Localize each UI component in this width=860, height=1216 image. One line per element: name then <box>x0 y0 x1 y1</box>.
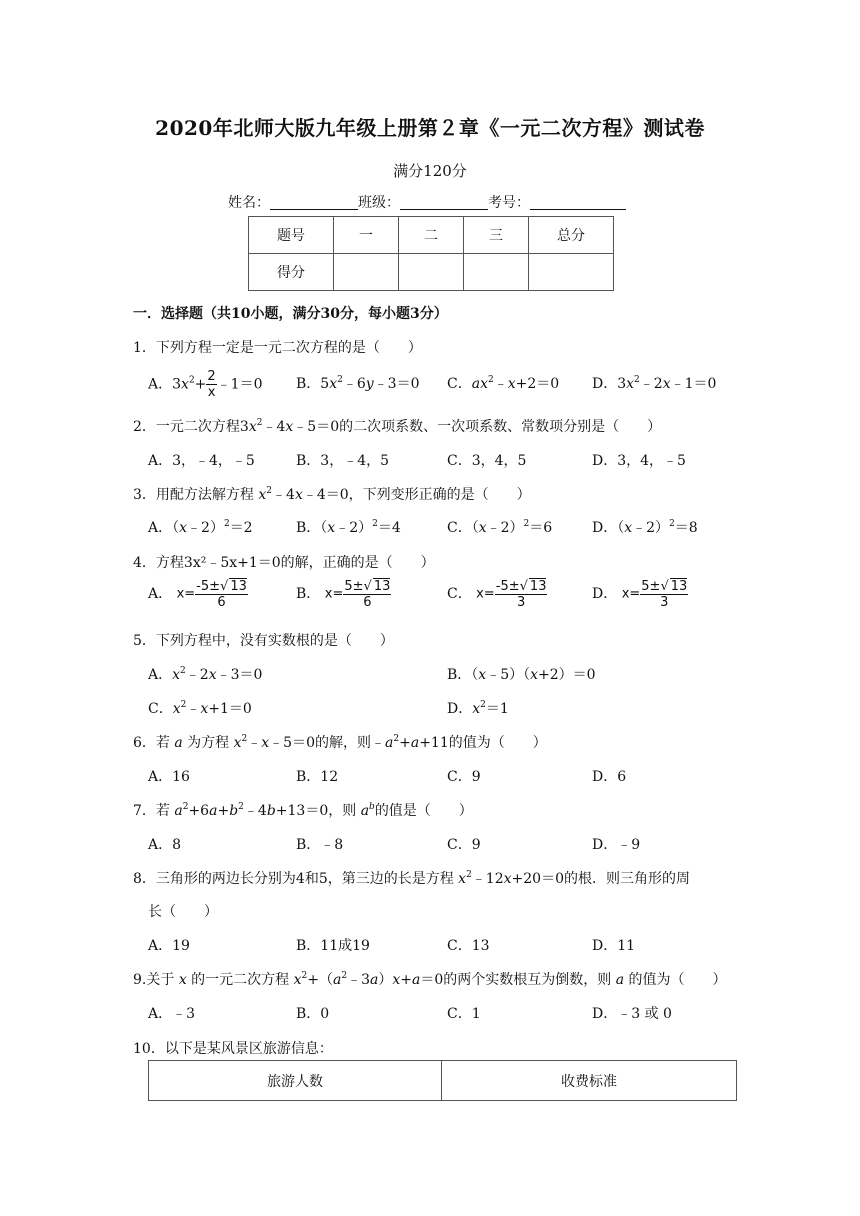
q2-option-c[interactable]: C．3，4，5 <box>447 453 527 469</box>
q5-option-a[interactable]: A．$x^2﹣2x﹣3=0$ <box>148 666 263 683</box>
tour-info-table <box>148 1060 737 1101</box>
q4-option-d[interactable]: D． x= $\frac{5\pm√ 13}{3}$ <box>592 579 688 610</box>
student-info-line <box>228 192 626 212</box>
question-10-stem: 10．以下是某风景区旅游信息： <box>133 1041 333 1057</box>
q5-option-b[interactable]: B．（x﹣5）（x+2）＝0 <box>447 667 596 683</box>
q5-option-d[interactable]: D．$x^2=1$ <box>447 700 509 717</box>
q6-option-c[interactable]: C．9 <box>447 769 481 785</box>
question-6-stem: 6．若 a 为方程 $x^2﹣x﹣5=0$的解，则$﹣a^2+a+11$的值为（ ） <box>133 734 547 751</box>
score-table-score-row <box>249 254 614 291</box>
question-3-stem: 3．用配方法解方程 $x^2﹣4x﹣4=0$，下列变形正确的是（ ） <box>133 486 531 503</box>
score-input-cell[interactable] <box>399 254 464 291</box>
tour-col-visitors: 旅游人数 <box>149 1061 442 1101</box>
q6-option-a[interactable]: A．16 <box>148 769 190 785</box>
question-2-stem: 2．一元二次方程$3x^2﹣4x﹣5=0$的二次项系数、一次项系数、常数项分别是（ ） <box>133 418 662 435</box>
exam-no-blank[interactable] <box>530 195 626 210</box>
question-7-stem: 7．若 $a^2+6a+b^2﹣4b+13=0$，则 $a^b$的值是（ ） <box>133 802 473 819</box>
q4-option-b[interactable]: B． x= $\frac{5\pm√ 13}{6}$ <box>296 579 391 610</box>
question-8-stem-line1: 8．三角形的两边长分别为4和5，第三边的长是方程 $x^2﹣12x+20=0$的根．则三角形的周 <box>133 870 690 887</box>
q1-option-b[interactable]: B．$5x^2﹣6y﹣3=0$ <box>296 375 420 392</box>
score-table <box>248 216 614 291</box>
q2-option-d[interactable]: D．3，4，﹣5 <box>592 453 686 469</box>
score-cell: 二 <box>399 217 464 254</box>
q7-option-b[interactable]: B．﹣8 <box>296 837 344 853</box>
q7-option-d[interactable]: D．﹣9 <box>592 837 641 853</box>
class-label: 班级： <box>358 195 400 211</box>
class-blank[interactable] <box>400 195 488 210</box>
section-heading: 一．选择题（共10小题，满分30分，每小题3分） <box>133 306 448 322</box>
q5-option-c[interactable]: C．$x^2﹣x+1=0$ <box>148 700 252 717</box>
score-input-cell[interactable] <box>464 254 529 291</box>
q1-option-a[interactable]: A．$3x^2+$ $\frac{2}{x}$ ﹣1＝0 <box>148 369 263 400</box>
q9-option-c[interactable]: C．1 <box>447 1006 481 1022</box>
page-title: 2020年北师大版九年级上册第２章《一元二次方程》测试卷 <box>155 116 705 140</box>
q1-option-c[interactable]: C．$ax^2﹣x+2=0$ <box>447 375 560 392</box>
question-8-stem-line2: 长（ ） <box>148 904 218 920</box>
q3-option-b[interactable]: B．（x﹣2）$^2$＝4 <box>296 519 401 536</box>
q9-option-b[interactable]: B．0 <box>296 1006 330 1022</box>
question-1-stem: 1．下列方程一定是一元二次方程的是（ ） <box>133 340 422 356</box>
q7-option-a[interactable]: A．8 <box>148 837 182 853</box>
q9-option-a[interactable]: A．﹣3 <box>148 1006 196 1022</box>
q3-option-a[interactable]: A．（x﹣2）$^2$＝2 <box>148 519 253 536</box>
q9-option-d[interactable]: D．﹣3 或 0 <box>592 1006 672 1022</box>
q8-option-c[interactable]: C．13 <box>447 938 490 954</box>
score-input-cell[interactable] <box>334 254 399 291</box>
score-cell: 题号 <box>249 217 334 254</box>
question-9-stem: 9.关于 x 的一元二次方程 $x^2+(a^2﹣3a)x+a=0$的两个实数根互为倒数，则 a 的值为（ ） <box>133 971 727 988</box>
name-label: 姓名： <box>228 195 270 211</box>
q7-option-c[interactable]: C．9 <box>447 837 481 853</box>
q1-option-d[interactable]: D．$3x^2﹣2x﹣1=0$ <box>592 375 717 392</box>
q8-option-a[interactable]: A．19 <box>148 938 190 954</box>
name-blank[interactable] <box>270 195 358 210</box>
question-5-stem: 5．下列方程中，没有实数根的是（ ） <box>133 633 394 649</box>
full-score: 满分120分 <box>393 162 467 180</box>
score-input-cell[interactable] <box>529 254 614 291</box>
q3-option-d[interactable]: D．（x﹣2）$^2$＝8 <box>592 519 698 536</box>
q6-option-d[interactable]: D．6 <box>592 769 627 785</box>
score-cell: 一 <box>334 217 399 254</box>
q4-option-c[interactable]: C． x= $\frac{-5\pm√ 13}{3}$ <box>447 579 547 610</box>
q6-option-b[interactable]: B．12 <box>296 769 339 785</box>
q8-option-d[interactable]: D．11 <box>592 938 636 954</box>
score-table-header-row <box>249 217 614 254</box>
tour-col-fee: 收费标准 <box>442 1061 737 1101</box>
score-cell: 总分 <box>529 217 614 254</box>
q2-option-a[interactable]: A．3，﹣4，﹣5 <box>148 453 255 469</box>
exam-no-label: 考号： <box>488 195 530 211</box>
q3-option-c[interactable]: C．（x﹣2）$^2$＝6 <box>447 519 553 536</box>
q8-option-b[interactable]: B．11成19 <box>296 938 370 954</box>
q4-option-a[interactable]: A． x= $\frac{-5\pm√ 13}{6}$ <box>148 579 247 610</box>
question-4-stem: 4．方程3x²﹣5x+1＝0的解，正确的是（ ） <box>133 555 435 571</box>
score-cell: 得分 <box>249 254 334 291</box>
tour-table-header-row <box>149 1061 737 1101</box>
q2-option-b[interactable]: B．3，﹣4，5 <box>296 453 390 469</box>
score-cell: 三 <box>464 217 529 254</box>
